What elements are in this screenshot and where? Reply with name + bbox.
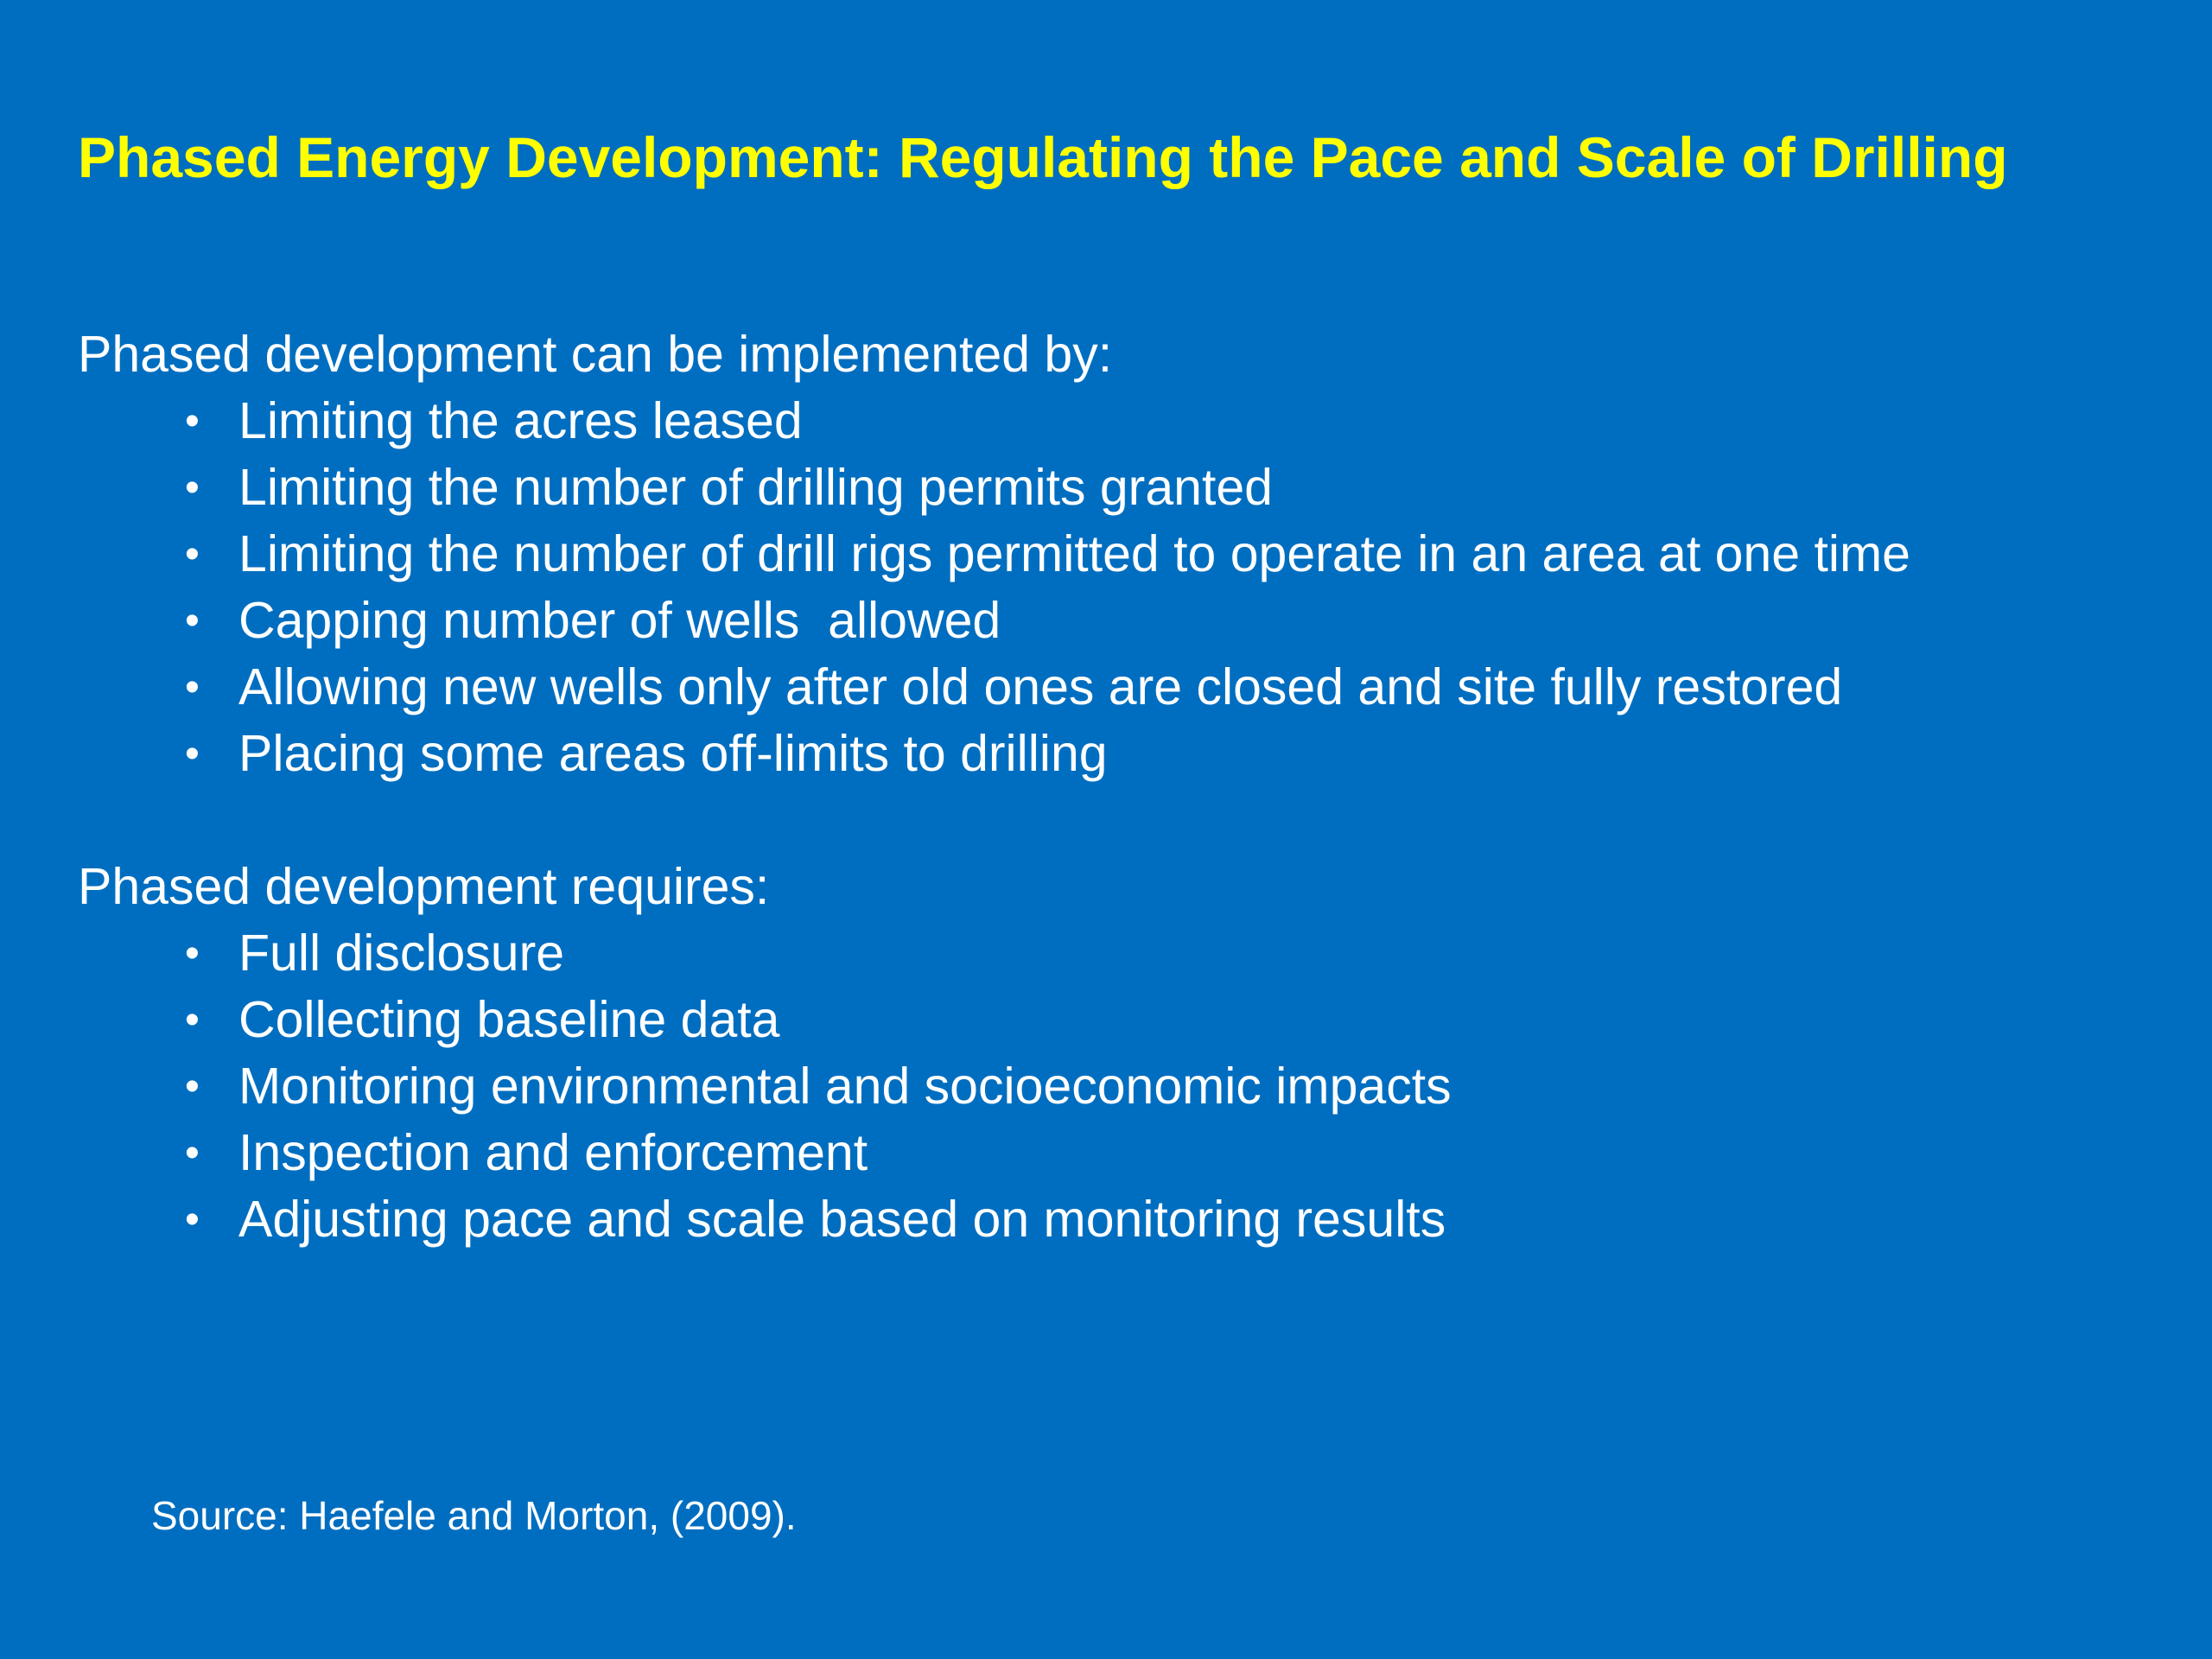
list-item-text: Collecting baseline data (238, 991, 780, 1048)
bullet-icon: • (185, 664, 200, 710)
list-item-text: Capping number of wells allowed (238, 592, 1001, 649)
section-heading: Phased development requires: (78, 858, 770, 915)
bullet-icon: • (185, 598, 200, 644)
source-citation: Source: Haefele and Morton, (2009). (151, 1493, 797, 1538)
bullet-icon: • (185, 465, 200, 511)
list-item-text: Limiting the acres leased (238, 392, 803, 449)
list-item-text: Limiting the number of drill rigs permitted to operate in an area at one time (238, 525, 1910, 582)
list-item (78, 454, 2152, 521)
bullet-icon: • (185, 731, 200, 777)
list-item (78, 1053, 2152, 1120)
list-item (78, 1120, 2152, 1186)
list-item (78, 721, 2152, 787)
list-item (78, 1186, 2152, 1253)
section-requirements (78, 854, 2152, 1253)
list-item (78, 588, 2152, 654)
bullet-list (78, 920, 2152, 1253)
list-item (78, 521, 2152, 588)
list-item-text: Placing some areas off-limits to drilling (238, 725, 1108, 782)
section-implementation (78, 321, 2152, 787)
bullet-icon: • (185, 931, 200, 976)
list-item (78, 654, 2152, 721)
section-heading: Phased development can be implemented by: (78, 326, 1113, 383)
list-item-text: Adjusting pace and scale based on monitoring results (238, 1191, 1446, 1248)
list-item-text: Allowing new wells only after old ones are closed and site fully restored (238, 658, 1843, 715)
bullet-icon: • (185, 1064, 200, 1109)
bullet-icon: • (185, 1197, 200, 1243)
list-item-text: Inspection and enforcement (238, 1124, 868, 1181)
slide-title: Phased Energy Development: Regulating the Pace and Scale of Drilling (78, 125, 2008, 189)
list-item (78, 987, 2152, 1053)
list-item-text: Full disclosure (238, 925, 565, 982)
list-item-text: Limiting the number of drilling permits granted (238, 459, 1273, 516)
bullet-list (78, 388, 2152, 787)
bullet-icon: • (185, 997, 200, 1043)
bullet-icon: • (185, 1130, 200, 1176)
list-item-text: Monitoring environmental and socioeconomic impacts (238, 1058, 1452, 1115)
list-item (78, 388, 2152, 454)
list-item (78, 920, 2152, 987)
bullet-icon: • (185, 398, 200, 444)
bullet-icon: • (185, 531, 200, 577)
